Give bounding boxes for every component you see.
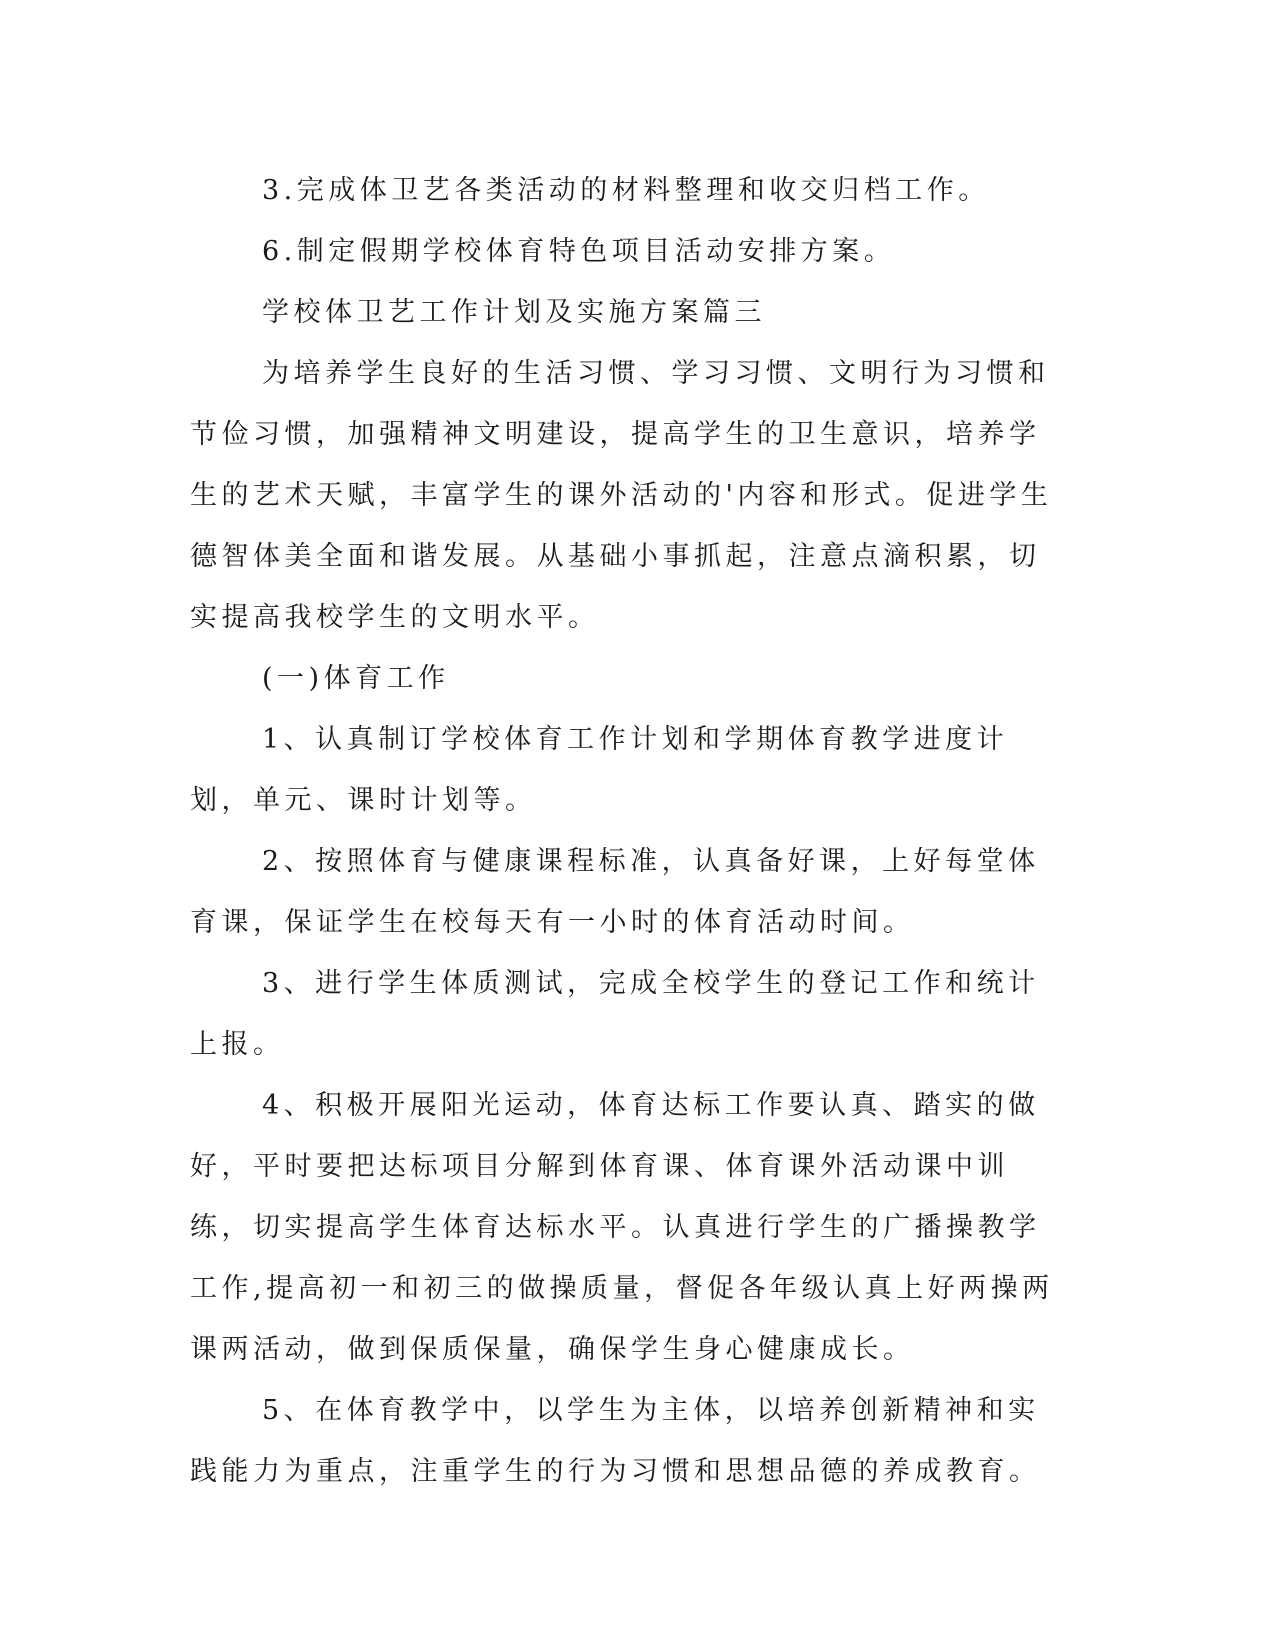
paragraph-item-6-holiday-plan: 6.制定假期学校体育特色项目活动安排方案。 xyxy=(262,236,896,267)
intro-paragraph: 为培养学生良好的生活习惯、学习习惯、文明行为习惯和节俭习惯，加强精神文明建设，提高学生的卫生意识，培养学生的艺术天赋，丰富学生的课外活动的'内容和形式。促进学生德智体美全面和谐发展。从基础小事抓起，注意点滴积累，切实提高我校学生的文明水平。 xyxy=(190,358,1053,633)
sports-item-1: 1、认真制订学校体育工作计划和学期体育教学进度计划，单元、课时计划等。 xyxy=(190,724,1009,816)
document-body xyxy=(190,160,1070,1502)
section-title: 学校体卫艺工作计划及实施方案篇三 xyxy=(262,297,766,328)
sports-item-4: 4、积极开展阳光运动，体育达标工作要认真、踏实的做好，平时要把达标项目分解到体育课、体育课外活动课中训练，切实提高学生体育达标水平。认真进行学生的广播操教学工作,提高初一和初三的做操质量，督促各年级认真上好两操两课两活动，做到保质保量，确保学生身心健康成长。 xyxy=(190,1090,1054,1365)
sports-item-5: 5、在体育教学中，以学生为主体，以培养创新精神和实践能力为重点，注重学生的行为习惯和思想品德的养成教育。 xyxy=(190,1395,1041,1487)
sports-item-3: 3、进行学生体质测试，完成全校学生的登记工作和统计上报。 xyxy=(190,968,1040,1060)
sports-item-2: 2、按照体育与健康课程标准，认真备好课，上好每堂体育课，保证学生在校每天有一小时的体育活动时间。 xyxy=(190,846,1040,938)
section-heading-sports: (一)体育工作 xyxy=(262,663,450,694)
paragraph-item-3-archive: 3.完成体卫艺各类活动的材料整理和收交归档工作。 xyxy=(262,175,990,206)
